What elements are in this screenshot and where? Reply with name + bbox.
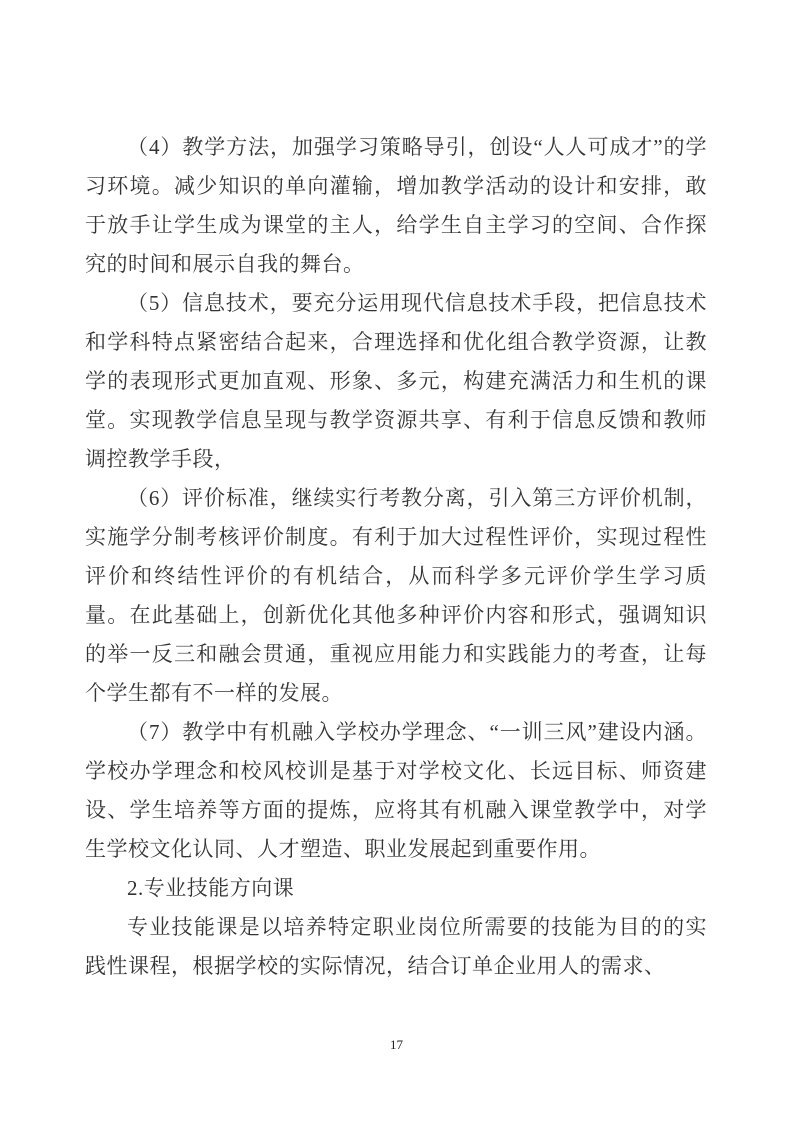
- paragraph-item-6: （6）评价标准，继续实行考教分离，引入第三方评价机制，实施学分制考核评价制度。有利于加大过程性评价，实现过程性评价和终结性评价的有机结合，从而科学多元评价学生学习质量。在此基础上，创新优化其他多种评价内容和形式，强调知识的举一反三和融会贯通，重视应用能力和实践能力的考查，让每个学生都有不一样的发展。: [85, 486, 707, 705]
- paragraph-item-5: （5）信息技术，要充分运用现代信息技术手段，把信息技术和学科特点紧密结合起来，合理选择和优化组合教学资源，让教学的表现形式更加直观、形象、多元，构建充满活力和生机的课堂。实现教学信息呈现与教学资源共享、有利于信息反馈和教师调控教学手段，: [85, 291, 707, 471]
- page-number: 17: [390, 1037, 403, 1052]
- document-body: [85, 128, 707, 986]
- paragraph-item-4: （4）教学方法，加强学习策略导引，创设“人人可成才”的学习环境。减少知识的单向灌输，增加教学活动的设计和安排，敢于放手让学生成为课堂的主人，给学生自主学习的空间、合作探究的时间和展示自我的舞台。: [85, 135, 707, 276]
- section-heading-professional-skills-course: 2.专业技能方向课: [127, 876, 295, 900]
- paragraph-professional-skills-intro: 专业技能课是以培养特定职业岗位所需要的技能为目的的实践性课程，根据学校的实际情况，结合订单企业用人的需求、: [85, 915, 707, 978]
- paragraph-item-7: （7）教学中有机融入学校办学理念、“一训三风”建设内涵。学校办学理念和校风校训是基于对学校文化、长远目标、师资建设、学生培养等方面的提炼，应将其有机融入课堂教学中，对学生学校文化认同、人才塑造、职业发展起到重要作用。: [85, 720, 707, 861]
